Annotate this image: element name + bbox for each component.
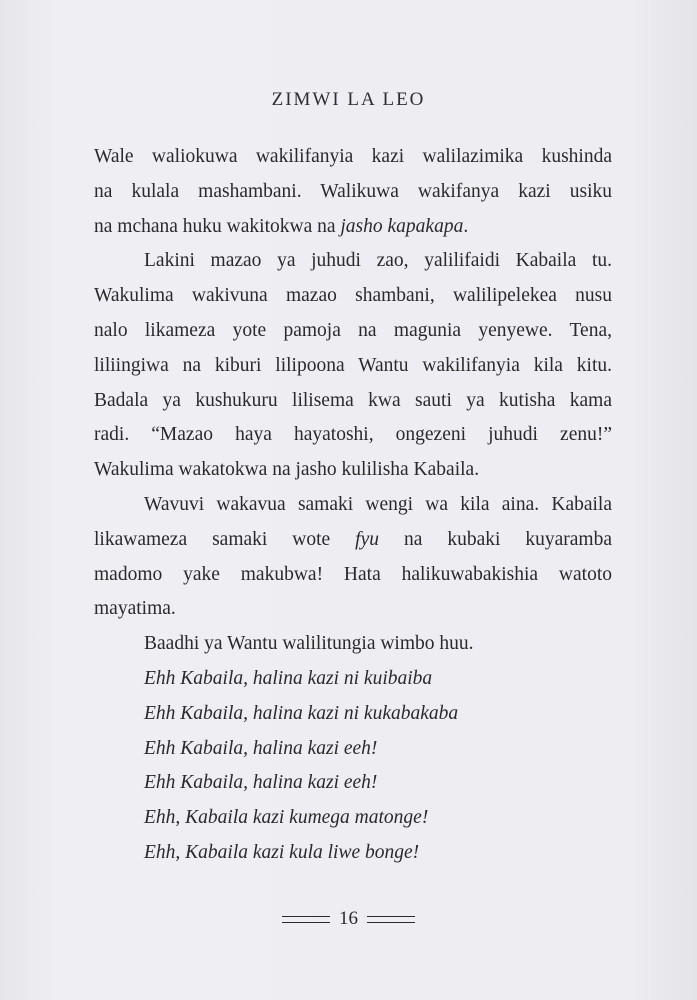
text-line: radi. “Mazao haya hayatoshi, ongezeni juhudi zenu!” bbox=[94, 424, 612, 446]
text-line: nalo likameza yote pamoja na magunia yenyewe. Tena, bbox=[94, 319, 612, 341]
text-fragment: likawameza samaki wote bbox=[94, 528, 356, 550]
song-line: Ehh, Kabaila kazi kula liwe bonge! bbox=[144, 841, 420, 863]
footer-rule-right bbox=[367, 916, 415, 923]
text-line: na kulala mashambani. Walikuwa wakifanya kazi usiku bbox=[94, 180, 612, 202]
text-line: Wavuvi wakavua samaki wengi wa kila aina. Kabaila bbox=[144, 493, 612, 515]
text-fragment: na kubaki kuyaramba bbox=[378, 528, 612, 550]
text-line bbox=[94, 210, 612, 245]
text-fragment: na mchana huku wakitokwa na bbox=[94, 215, 341, 237]
italic-phrase: fyu bbox=[355, 528, 379, 550]
text-fragment: . bbox=[463, 215, 469, 237]
page-footer bbox=[0, 908, 697, 930]
song-line: Ehh Kabaila, halina kazi ni kuibaiba bbox=[144, 667, 433, 689]
song-line: Ehh, Kabaila kazi kumega matonge! bbox=[144, 807, 429, 829]
text-line: Lakini mazao ya juhudi zao, yalilifaidi Kabaila tu. bbox=[144, 250, 612, 272]
text-line: Badala ya kushukuru lilisema kwa sauti ya kutisha kama bbox=[94, 389, 612, 411]
text-line: Wale waliokuwa wakilifanyia kazi walilazimika kushinda bbox=[94, 146, 612, 167]
text-line: liliingiwa na kiburi lilipoona Wantu wakilifanyia kila kitu. bbox=[94, 354, 612, 376]
text-line: madomo yake makubwa! Hata halikuwabakishia watoto bbox=[94, 563, 612, 585]
song-line: Ehh Kabaila, halina kazi ni kukabakaba bbox=[144, 702, 459, 724]
italic-phrase: jasho kapakapa bbox=[340, 215, 464, 237]
song-line: Ehh Kabaila, halina kazi eeh! bbox=[144, 772, 378, 794]
text-line: Wakulima wakatokwa na jasho kulilisha Kabaila. bbox=[94, 459, 480, 481]
footer-rule-left bbox=[282, 916, 330, 923]
text-line bbox=[94, 523, 612, 558]
song-line: Ehh Kabaila, halina kazi eeh! bbox=[144, 737, 378, 759]
running-head: ZIMWI LA LEO bbox=[271, 89, 426, 110]
text-line: Baadhi ya Wantu walilitungia wimbo huu. bbox=[144, 633, 474, 655]
text-line: mayatima. bbox=[94, 598, 176, 620]
text-line: Wakulima wakivuna mazao shambani, walilipelekea nusu bbox=[94, 285, 612, 307]
body-text bbox=[94, 140, 612, 871]
page-number: 16 bbox=[339, 908, 358, 929]
